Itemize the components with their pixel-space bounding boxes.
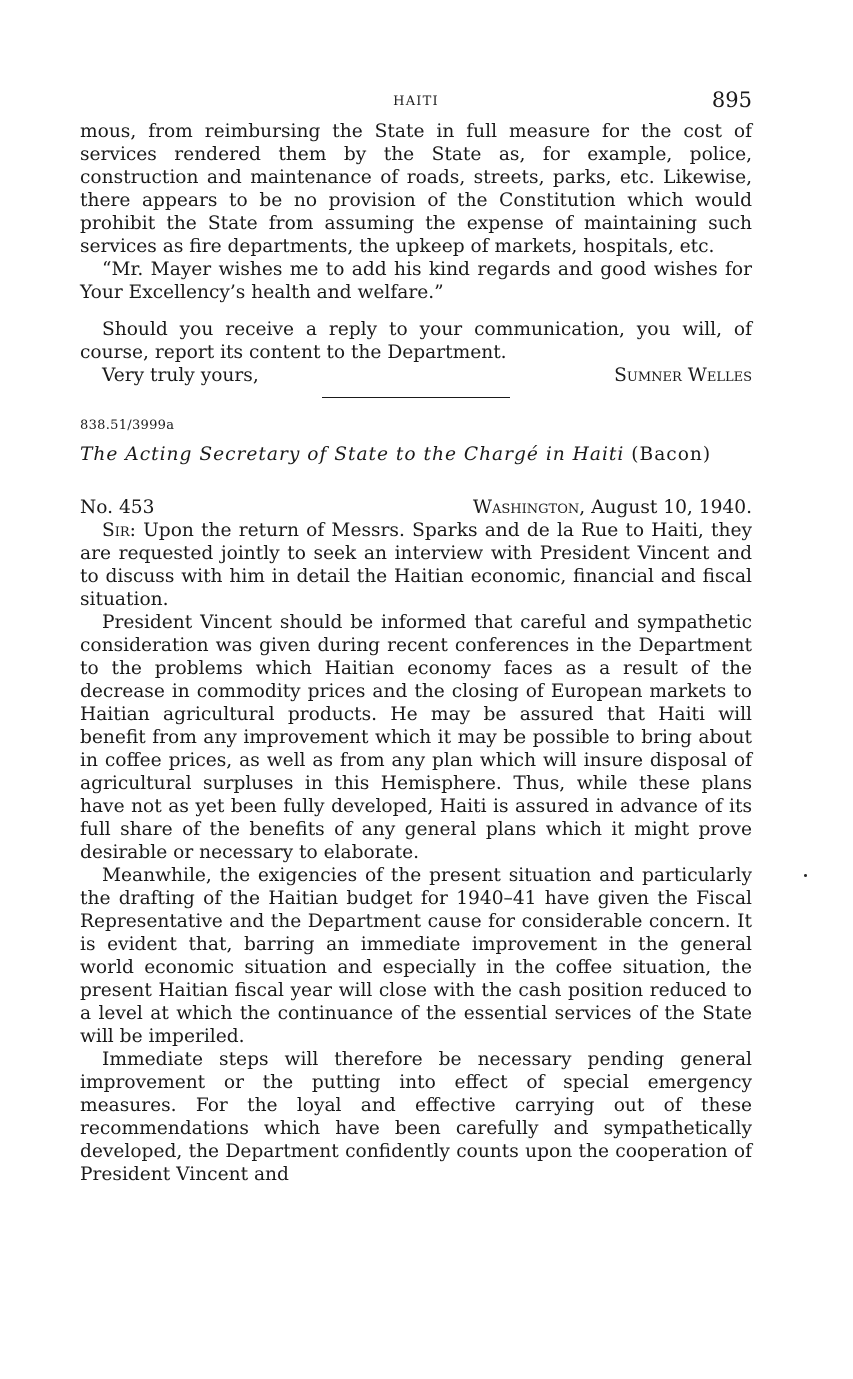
dateline-date: , August 10, 1940. [579, 497, 752, 518]
salutation: Sir [102, 520, 130, 541]
body-paragraph-2: President Vincent should be informed that careful and sympathetic consideration was given during recent conferences in the Department to the problems which Haitian economy faces as a result of the decrease in commodity prices and the closing of European markets to Haitian agricultural products. He may be assured that Haiti will benefit from any improvement which it may be possible to bring about in coffee prices, as well as from any plan which will insure disposal of agricultural surpluses in this Hemisphere. Thus, while these plans have not as yet been fully developed, Haiti is assured in advance of its full share of the benefits of any general plans which it might prove desirable or necessary to elaborate. [80, 612, 752, 863]
body-paragraph-4: Immediate steps will therefore be necessary pending general improvement or the putting into effect of special emergency measures. For the loyal and effective carrying out of these recommendations which have been carefully and sympathetically developed, the Department confidently counts upon the cooperation of President Vincent and [80, 1049, 752, 1185]
running-title: HAITI [393, 94, 439, 109]
continuation-paragraph: mous, from reimbursing the State in full measure for the cost of services rendered them by the State as, for example, police, construction and maintenance of roads, streets, parks, etc. Likewise, there appears to be no provision of the Constitution which would prohibit the State from assuming the expense of maintaining such services as fire departments, the upkeep of markets, hospitals, etc. [80, 121, 752, 257]
body-paragraph-1 [80, 519, 752, 611]
dateline-place: Washington [472, 497, 580, 518]
file-number: 838.51/3999a [80, 418, 175, 433]
quoted-paragraph: “Mr. Mayer wishes me to add his kind regards and good wishes for Your Excellency’s health and welfare.” [80, 259, 752, 303]
document-title-main: The Acting Secretary of State to the Chargé in Haiti [80, 444, 625, 465]
instruction-paragraph: Should you receive a reply to your communication, you will, of course, report its content to the Department. [80, 319, 752, 363]
body-paragraph-1-text: : Upon the return of Messrs. Sparks and de la Rue to Haiti, they are requested jointly to seek an interview with President Vincent and to discuss with him in detail the Haitian economic, financial and fiscal situation. [80, 520, 752, 610]
document-title [80, 443, 752, 466]
ink-speck [804, 874, 807, 877]
document-number: No. 453 [80, 497, 155, 518]
closing: Very truly yours, [102, 365, 259, 386]
section-divider [322, 397, 510, 398]
body-paragraph-3: Meanwhile, the exigencies of the present situation and particularly the drafting of the Haitian budget for 1940–41 have given the Fiscal Representative and the Department cause for considerable concern. It is evident that, barring an immediate improvement in the general world economic situation and especially in the coffee situation, the present Haitian fiscal year will close with the cash position reduced to a level at which the continuance of the essential services of the State will be imperiled. [80, 865, 752, 1047]
dateline [473, 496, 752, 519]
document-title-paren: (Bacon) [631, 444, 712, 465]
closing-row [80, 364, 752, 387]
dateline-row [80, 496, 752, 519]
running-head [80, 88, 752, 120]
page-number: 895 [711, 88, 752, 112]
signature: Sumner Welles [614, 365, 752, 386]
document-page [80, 88, 752, 1186]
